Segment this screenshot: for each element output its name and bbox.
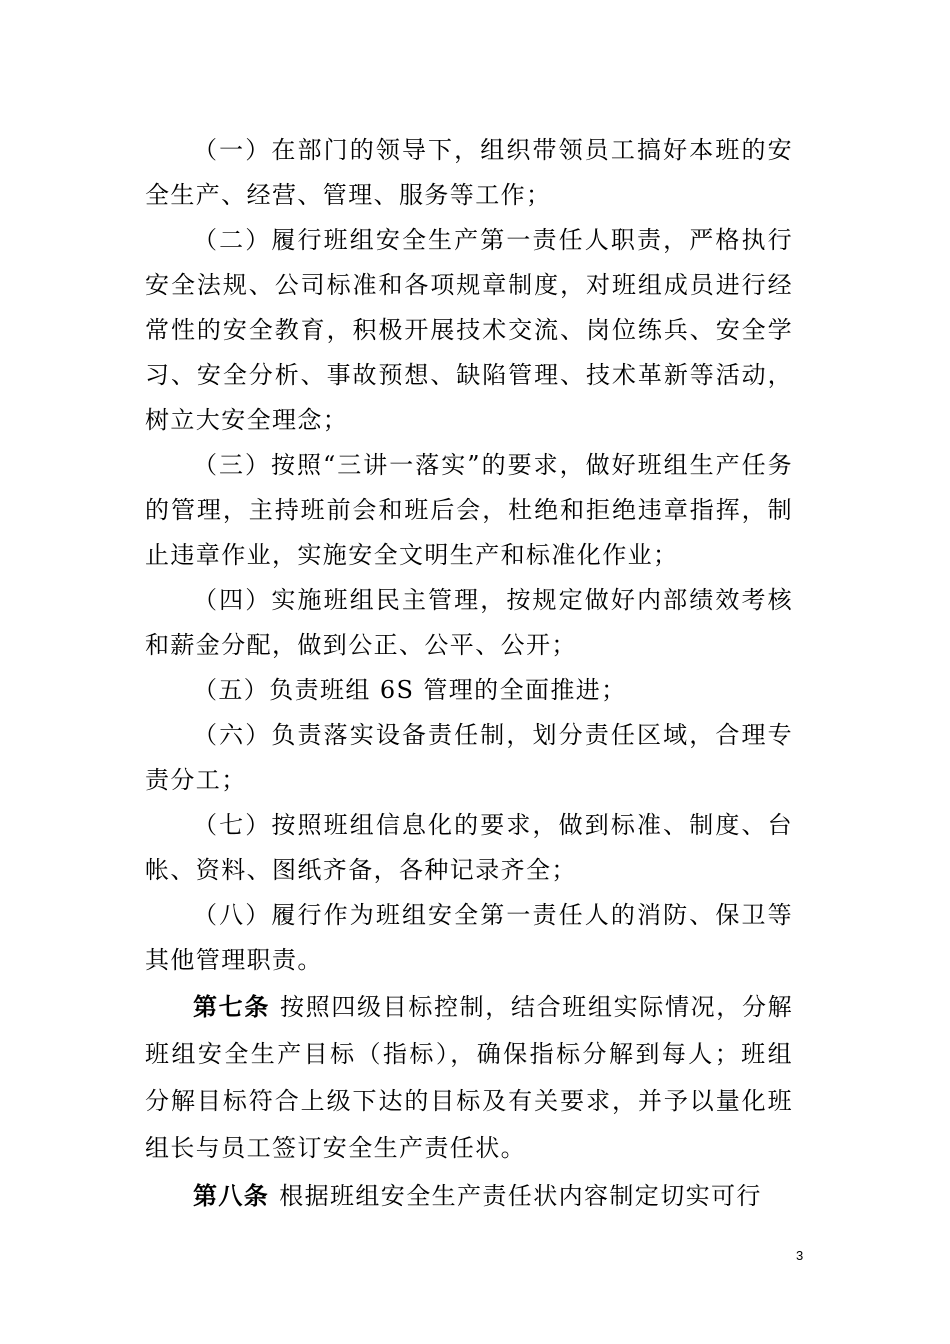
article-8-heading: 第八条 (193, 1181, 270, 1210)
page-number: 3 (796, 1248, 804, 1263)
article-7-text: 按照四级目标控制，结合班组实际情况，分解班组安全生产目标（指标），确保指标分解到每人；班组分解目标符合上级下达的目标及有关要求，并予以量化班组长与员工签订安全生产责任状。 (145, 993, 794, 1162)
article-8-text: 根据班组安全生产责任状内容制定切实可行 (279, 1182, 762, 1210)
article-7-heading: 第七条 (193, 992, 270, 1021)
duty-item-1: （一）在部门的领导下，组织带领员工搞好本班的安全生产、经营、管理、服务等工作； (145, 136, 793, 209)
article-7 (145, 983, 793, 1172)
duty-item-4: （四）实施班组民主管理，按规定做好内部绩效考核和薪金分配，做到公正、公平、公开； (145, 586, 793, 659)
article-8 (145, 1172, 793, 1220)
document-body (145, 128, 793, 1220)
duty-item-7: （七）按照班组信息化的要求，做到标准、制度、台帐、资料、图纸齐备，各种记录齐全； (145, 811, 793, 884)
duty-item-3: （三）按照“三讲一落实”的要求，做好班组生产任务的管理，主持班前会和班后会，杜绝和拒绝违章指挥，制止违章作业，实施安全文明生产和标准化作业； (145, 451, 793, 569)
duty-item-6: （六）负责落实设备责任制，划分责任区域，合理专责分工； (145, 721, 793, 794)
duty-item-8: （八）履行作为班组安全第一责任人的消防、保卫等其他管理职责。 (145, 901, 793, 974)
duty-item-5: （五）负责班组 6S 管理的全面推进； (193, 676, 627, 704)
duty-item-2: （二）履行班组安全生产第一责任人职责，严格执行安全法规、公司标准和各项规章制度，对班组成员进行经常性的安全教育，积极开展技术交流、岗位练兵、安全学习、安全分析、事故预想、缺陷管理、技术革新等活动，树立大安全理念； (145, 226, 793, 434)
